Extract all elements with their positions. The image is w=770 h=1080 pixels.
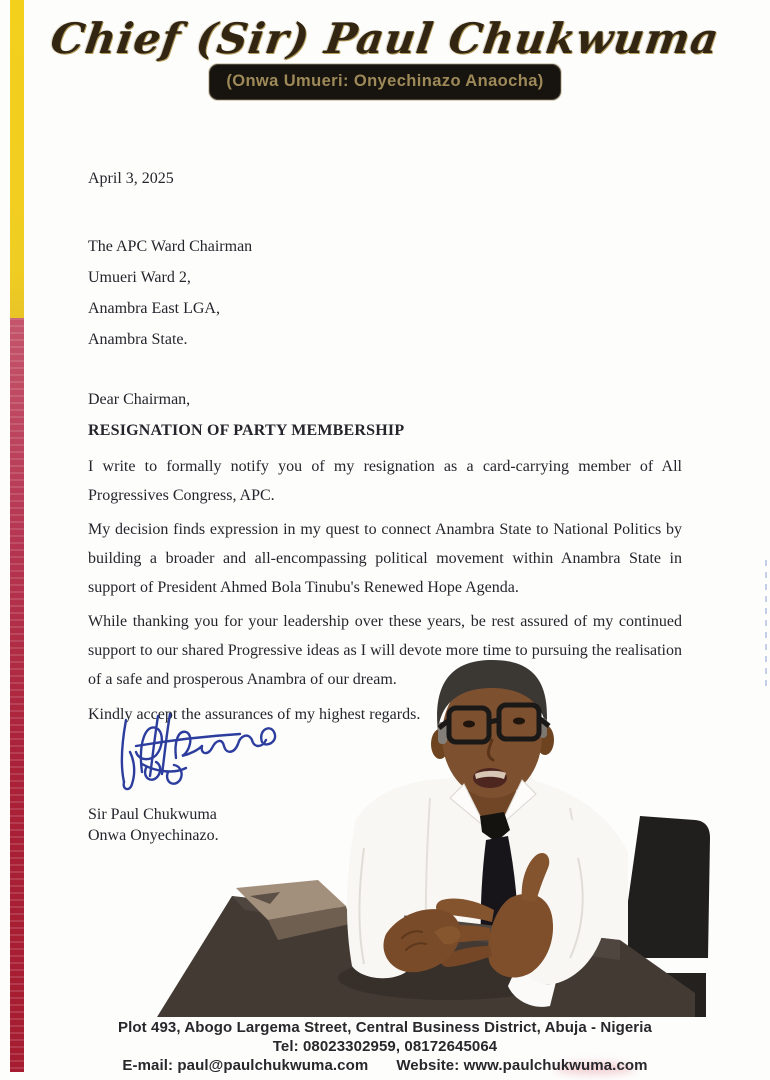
recipient-line: Anambra State. bbox=[88, 331, 188, 348]
footer-tel: Tel: 08023302959, 08172645064 bbox=[272, 1038, 498, 1055]
subject-line: RESIGNATION OF PARTY MEMBERSHIP bbox=[88, 422, 405, 439]
footer bbox=[0, 1014, 770, 1080]
footer-website: Website: www.paulchukwuma.com bbox=[396, 1057, 648, 1074]
recipient-line: Anambra East LGA, bbox=[88, 300, 220, 317]
letterhead-title-text: (Onwa Umueri: Onyechinazo Anaocha) bbox=[226, 72, 544, 91]
signoff-block bbox=[88, 804, 219, 846]
footer-contact-line bbox=[0, 1056, 770, 1075]
footer-email: E-mail: paul@paulchukwuma.com bbox=[122, 1057, 369, 1074]
paragraph-1: I write to formally notify you of my resignation as a card-carrying member of All Progressives Congress, APC. bbox=[88, 458, 682, 504]
letterhead bbox=[0, 16, 770, 100]
letterhead-name: Chief (Sir) Paul Chukwuma bbox=[47, 14, 723, 63]
recipient-address bbox=[88, 231, 682, 355]
paragraph-3: While thanking you for your leadership over these years, be rest assured of my continued support to our shared Progressive ideas as I will devote more time to pursuing the realisation of a safe and prosperous Anambra of our dream. bbox=[88, 613, 682, 688]
letter-date: April 3, 2025 bbox=[88, 170, 174, 187]
letter-body bbox=[88, 170, 682, 729]
signatory-name: Sir Paul Chukwuma bbox=[88, 806, 217, 823]
signature-ink-icon bbox=[112, 702, 282, 797]
signatory-title: Onwa Onyechinazo. bbox=[88, 827, 219, 844]
recipient-line: The APC Ward Chairman bbox=[88, 238, 253, 255]
letterhead-title-banner bbox=[209, 64, 560, 100]
recipient-line: Umueri Ward 2, bbox=[88, 269, 191, 286]
closing-line: Kindly accept the assurances of my highest regards. bbox=[88, 706, 421, 723]
salutation: Dear Chairman, bbox=[88, 391, 191, 408]
paragraph-2: My decision finds expression in my quest to connect Anambra State to National Politics by building a broader and all-encompassing political movement within Anambra State in support of President Ahmed Bola Tinubu's Renewed Hope Agenda. bbox=[88, 521, 682, 596]
footer-address: Plot 493, Abogo Largema Street, Central Business District, Abuja - Nigeria bbox=[118, 1019, 652, 1036]
handwritten-signature bbox=[112, 702, 282, 802]
left-stripe-red bbox=[10, 318, 24, 1072]
